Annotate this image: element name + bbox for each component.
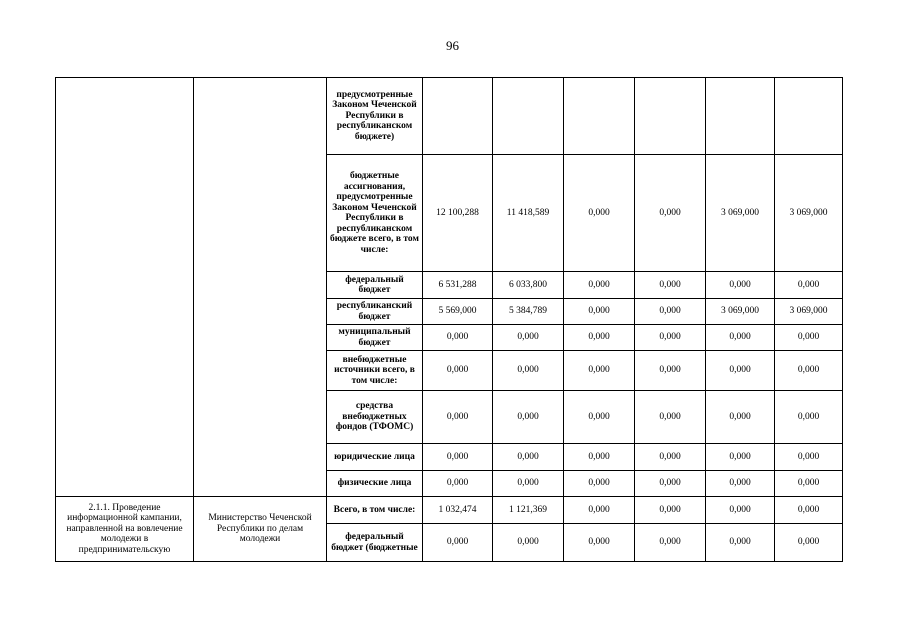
amount-cell: 0,000 — [775, 471, 843, 497]
amount-cell: 0,000 — [635, 444, 706, 471]
amount-cell: 3 069,000 — [706, 155, 775, 272]
funding-source-cell: федеральный бюджет (бюджетные — [327, 524, 423, 562]
amount-cell: 0,000 — [423, 444, 493, 471]
table-row — [56, 497, 843, 524]
amount-cell: 0,000 — [775, 351, 843, 391]
amount-cell: 0,000 — [564, 391, 635, 444]
amount-cell — [706, 78, 775, 155]
funding-source-cell: муниципальный бюджет — [327, 325, 423, 351]
amount-cell: 1 121,369 — [493, 497, 564, 524]
amount-cell: 0,000 — [775, 391, 843, 444]
table-row — [56, 78, 843, 155]
amount-cell: 5 569,000 — [423, 299, 493, 325]
amount-cell — [493, 78, 564, 155]
executor-cell — [194, 78, 327, 497]
amount-cell: 0,000 — [706, 444, 775, 471]
amount-cell: 0,000 — [635, 351, 706, 391]
measure-name-cell — [56, 78, 194, 497]
funding-source-cell: юридические лица — [327, 444, 423, 471]
amount-cell: 3 069,000 — [775, 155, 843, 272]
amount-cell: 0,000 — [706, 391, 775, 444]
amount-cell: 0,000 — [493, 391, 564, 444]
amount-cell — [635, 78, 706, 155]
funding-source-cell: физические лица — [327, 471, 423, 497]
funding-source-cell: республиканский бюджет — [327, 299, 423, 325]
amount-cell: 3 069,000 — [775, 299, 843, 325]
amount-cell: 0,000 — [775, 497, 843, 524]
amount-cell: 0,000 — [564, 299, 635, 325]
budget-table — [55, 77, 843, 562]
amount-cell: 0,000 — [564, 325, 635, 351]
funding-source-cell: бюджетные ассигнования, предусмотренные Законом Чеченской Республики в республиканском бюджете всего, в том числе: — [327, 155, 423, 272]
amount-cell: 0,000 — [564, 351, 635, 391]
amount-cell: 0,000 — [635, 325, 706, 351]
amount-cell: 1 032,474 — [423, 497, 493, 524]
amount-cell: 0,000 — [423, 351, 493, 391]
amount-cell: 0,000 — [564, 471, 635, 497]
amount-cell — [775, 78, 843, 155]
amount-cell: 0,000 — [635, 391, 706, 444]
amount-cell: 0,000 — [775, 325, 843, 351]
amount-cell: 0,000 — [706, 272, 775, 299]
amount-cell — [423, 78, 493, 155]
amount-cell: 0,000 — [564, 444, 635, 471]
amount-cell: 5 384,789 — [493, 299, 564, 325]
amount-cell: 0,000 — [706, 471, 775, 497]
funding-source-cell: Всего, в том числе: — [327, 497, 423, 524]
funding-source-cell: средства внебюджетных фондов (ТФОМС) — [327, 391, 423, 444]
amount-cell: 0,000 — [423, 524, 493, 562]
amount-cell: 0,000 — [493, 325, 564, 351]
amount-cell: 0,000 — [423, 391, 493, 444]
amount-cell: 0,000 — [493, 444, 564, 471]
amount-cell: 0,000 — [635, 272, 706, 299]
table-body — [56, 78, 843, 562]
amount-cell: 0,000 — [423, 325, 493, 351]
amount-cell: 0,000 — [775, 272, 843, 299]
funding-source-cell: федеральный бюджет — [327, 272, 423, 299]
amount-cell: 0,000 — [564, 272, 635, 299]
amount-cell: 12 100,288 — [423, 155, 493, 272]
amount-cell: 0,000 — [706, 524, 775, 562]
amount-cell: 0,000 — [635, 524, 706, 562]
funding-source-cell: предусмотренные Законом Чеченской Республики в республиканском бюджете) — [327, 78, 423, 155]
amount-cell: 0,000 — [635, 299, 706, 325]
amount-cell: 0,000 — [564, 524, 635, 562]
page-number: 96 — [446, 38, 459, 53]
amount-cell: 0,000 — [493, 524, 564, 562]
amount-cell: 3 069,000 — [706, 299, 775, 325]
amount-cell: 0,000 — [635, 155, 706, 272]
amount-cell: 6 033,800 — [493, 272, 564, 299]
amount-cell: 0,000 — [706, 325, 775, 351]
amount-cell: 0,000 — [564, 155, 635, 272]
amount-cell: 0,000 — [493, 471, 564, 497]
amount-cell: 0,000 — [635, 497, 706, 524]
amount-cell — [564, 78, 635, 155]
measure-name-cell: 2.1.1. Проведение информационной кампании, направленной на вовлечение молодежи в предпринимательскую — [56, 497, 194, 562]
amount-cell: 0,000 — [423, 471, 493, 497]
amount-cell: 0,000 — [635, 471, 706, 497]
amount-cell: 0,000 — [775, 444, 843, 471]
amount-cell: 0,000 — [493, 351, 564, 391]
amount-cell: 11 418,589 — [493, 155, 564, 272]
amount-cell: 0,000 — [775, 524, 843, 562]
amount-cell: 6 531,288 — [423, 272, 493, 299]
amount-cell: 0,000 — [706, 497, 775, 524]
amount-cell: 0,000 — [706, 351, 775, 391]
funding-source-cell: внебюджетные источники всего, в том числе: — [327, 351, 423, 391]
executor-cell: Министерство Чеченской Республики по делам молодежи — [194, 497, 327, 562]
amount-cell: 0,000 — [564, 497, 635, 524]
